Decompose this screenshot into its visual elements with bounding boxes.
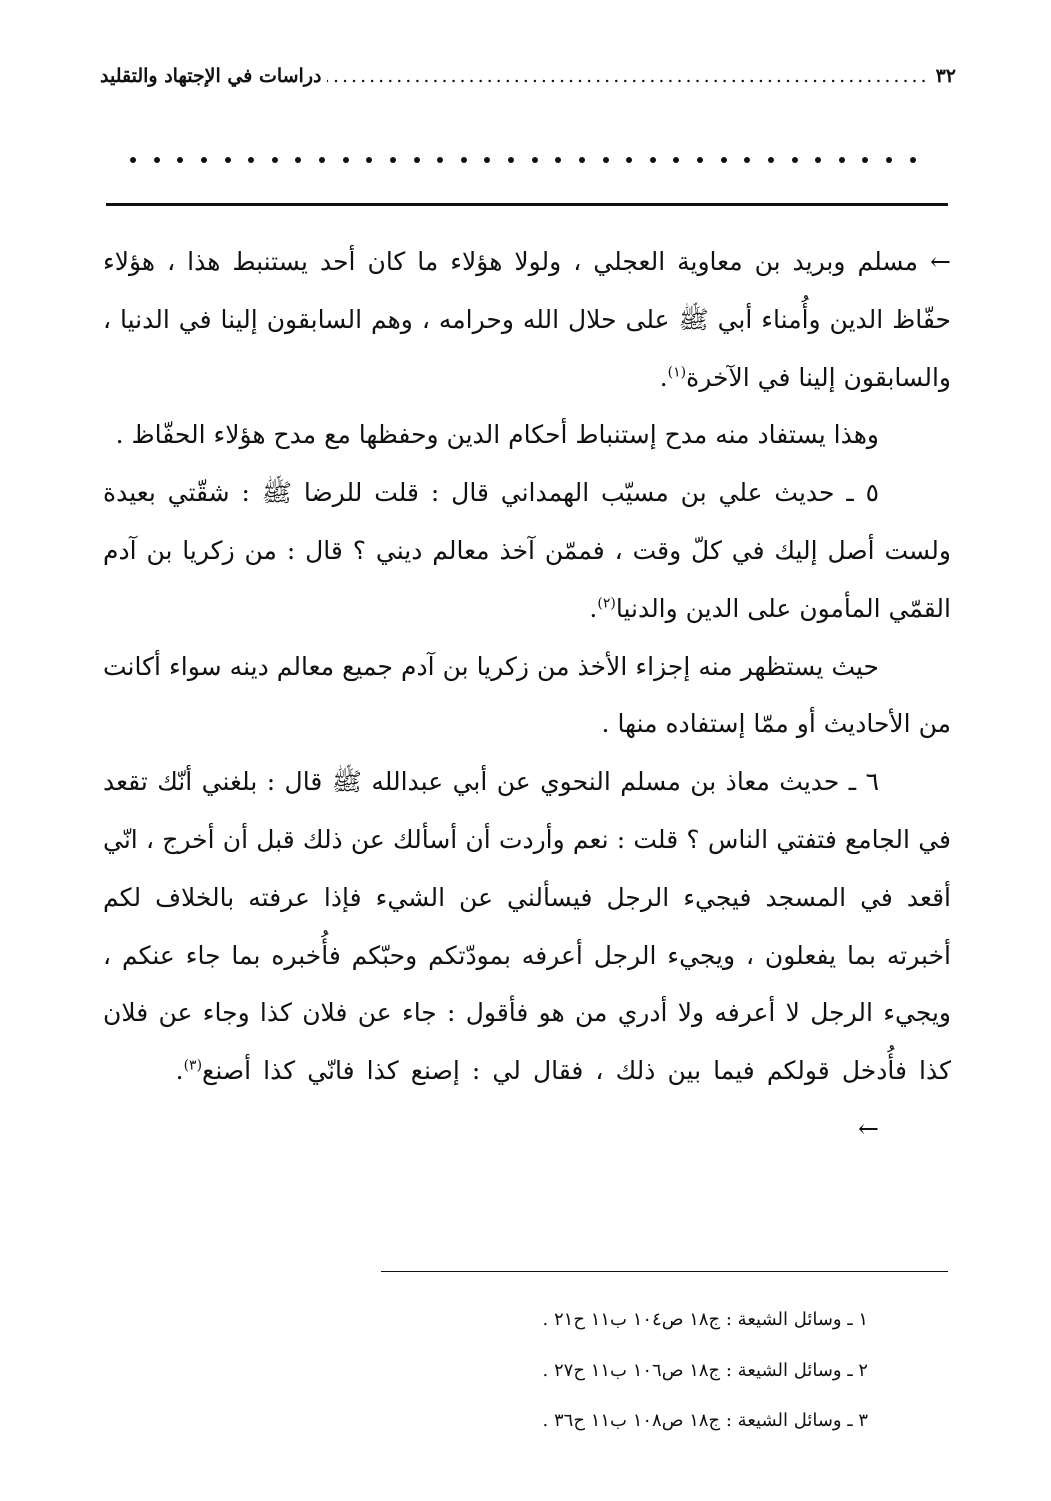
ornament-dot — [792, 157, 798, 163]
continuation-arrow-icon: ← — [930, 247, 951, 276]
footnote-item: ٣ ـ وسائل الشيعة : ج١٨ ص١٠٨ ب١١ ح٣٦ . — [542, 1410, 868, 1431]
ornament-dot — [815, 157, 821, 163]
ornament-dot — [225, 157, 231, 163]
ornament-dot — [579, 157, 585, 163]
ornament-dot — [839, 157, 845, 163]
footnotes — [381, 1295, 948, 1447]
ornament-dot — [555, 157, 561, 163]
ornament-dot — [862, 157, 868, 163]
page-number: ٣٢ — [935, 65, 956, 87]
ornament-dot — [390, 157, 396, 163]
ornament-dot — [319, 157, 325, 163]
footnote-separator — [381, 1271, 948, 1272]
paragraph-hadith-5 — [103, 464, 951, 637]
paragraph — [103, 406, 951, 464]
ornament-dot — [721, 157, 727, 163]
ornament-dot — [366, 157, 372, 163]
ornament-dot — [650, 157, 656, 163]
ornament-dot — [603, 157, 609, 163]
continuation-arrow-icon: ← — [858, 1113, 879, 1143]
ornament-dot — [532, 157, 538, 163]
ornament-dot — [508, 157, 514, 163]
ornament-dot — [484, 157, 490, 163]
paragraph-text: ٦ ـ حديث معاذ بن مسلم النحوي عن أبي عبدالله ﷺ قال : بلغني أنّك تقعد في الجامع فتفتي الناس ؟ قلت : نعم وأردت أن أسألك عن ذلك قبل أن أخرج ، انّي أقعد في المسجد فيجيء الرجل فيسألني عن الشيء فإذا عرفته بالخلاف لكم أخبرته بما يفعلون ، ويجيء الرجل أعرفه بمودّتكم وحبّكم فأُخبره بما جاء عنكم ، ويجيء الرجل لا أعرفه ولا أدري من هو فأقول : جاء عن فلان كذا وجاء عن فلان كذا فأُدخل قولكم فيما بين ذلك ، فقال لي : إصنع كذا فانّي كذا أصنع — [103, 767, 951, 1086]
paragraph-text: وهذا يستفاد منه مدح إستنباط أحكام الدين وحفظها مع مدح هؤلاء الحفّاظ . — [115, 420, 879, 450]
ornament-dot — [910, 157, 916, 163]
paragraph — [103, 638, 951, 754]
header-dot-leader — [327, 65, 929, 87]
ornament-dot — [130, 157, 136, 163]
running-title: دراسات في الإجتهاد والتقليد — [100, 65, 322, 87]
ornament-dot — [673, 157, 679, 163]
ornament-dot — [248, 157, 254, 163]
ornament-dot — [201, 157, 207, 163]
paragraph-continued — [103, 233, 951, 406]
ornament-dot — [414, 157, 420, 163]
period: . — [659, 362, 668, 392]
paragraph-text: حيث يستظهر منه إجزاء الأخذ من زكريا بن آدم جميع معالم دينه سواء أكانت من الأحاديث أو ممّا إستفاده منها . — [103, 651, 951, 739]
footnote-ref[interactable]: (٣) — [183, 1057, 203, 1074]
ornament-dot — [768, 157, 774, 163]
paragraph-text: ٥ ـ حديث علي بن مسيّب الهمداني قال : قلت للرضا ﷺ : شقّتي بعيدة ولست أصل إليك في كلّ وقت ، فممّن آخذ معالم ديني ؟ قال : من زكريا بن آدم القمّي المأمون على الدين والدنيا — [103, 478, 951, 623]
paragraph-hadith-6 — [103, 753, 951, 1158]
ornament-dot — [177, 157, 183, 163]
footnote-ref[interactable]: (٢) — [597, 595, 616, 612]
period: . — [589, 593, 598, 623]
footnote-item: ١ ـ وسائل الشيعة : ج١٨ ص١٠٤ ب١١ ح٢١ . — [542, 1309, 868, 1330]
ornament-dot — [697, 157, 703, 163]
ornament-dot — [744, 157, 750, 163]
ornament-dot — [886, 157, 892, 163]
footnote-item: ٢ ـ وسائل الشيعة : ج١٨ ص١٠٦ ب١١ ح٢٧ . — [542, 1359, 868, 1381]
main-text — [103, 233, 951, 1158]
ornament-dot — [272, 157, 278, 163]
paragraph-text: مسلم وبريد بن معاوية العجلي ، ولولا هؤلاء ما كان أحد يستنبط هذا ، هؤلاء حفّاظ الدين وأُمناء أبي ﷺ على حلال الله وحرامه ، وهم السابقون إلينا في الدنيا ، والسابقون إلينا في الآخرة — [103, 247, 951, 392]
period: . — [175, 1056, 184, 1086]
ornamental-dot-row — [130, 150, 916, 170]
running-header — [100, 50, 956, 102]
ornament-dot — [295, 157, 301, 163]
footnote-ref[interactable]: (١) — [667, 364, 687, 381]
ornament-dot — [154, 157, 160, 163]
ornament-dot — [461, 157, 467, 163]
header-rule — [106, 203, 948, 206]
ornament-dot — [437, 157, 443, 163]
ornament-dot — [626, 157, 632, 163]
ornament-dot — [343, 157, 349, 163]
